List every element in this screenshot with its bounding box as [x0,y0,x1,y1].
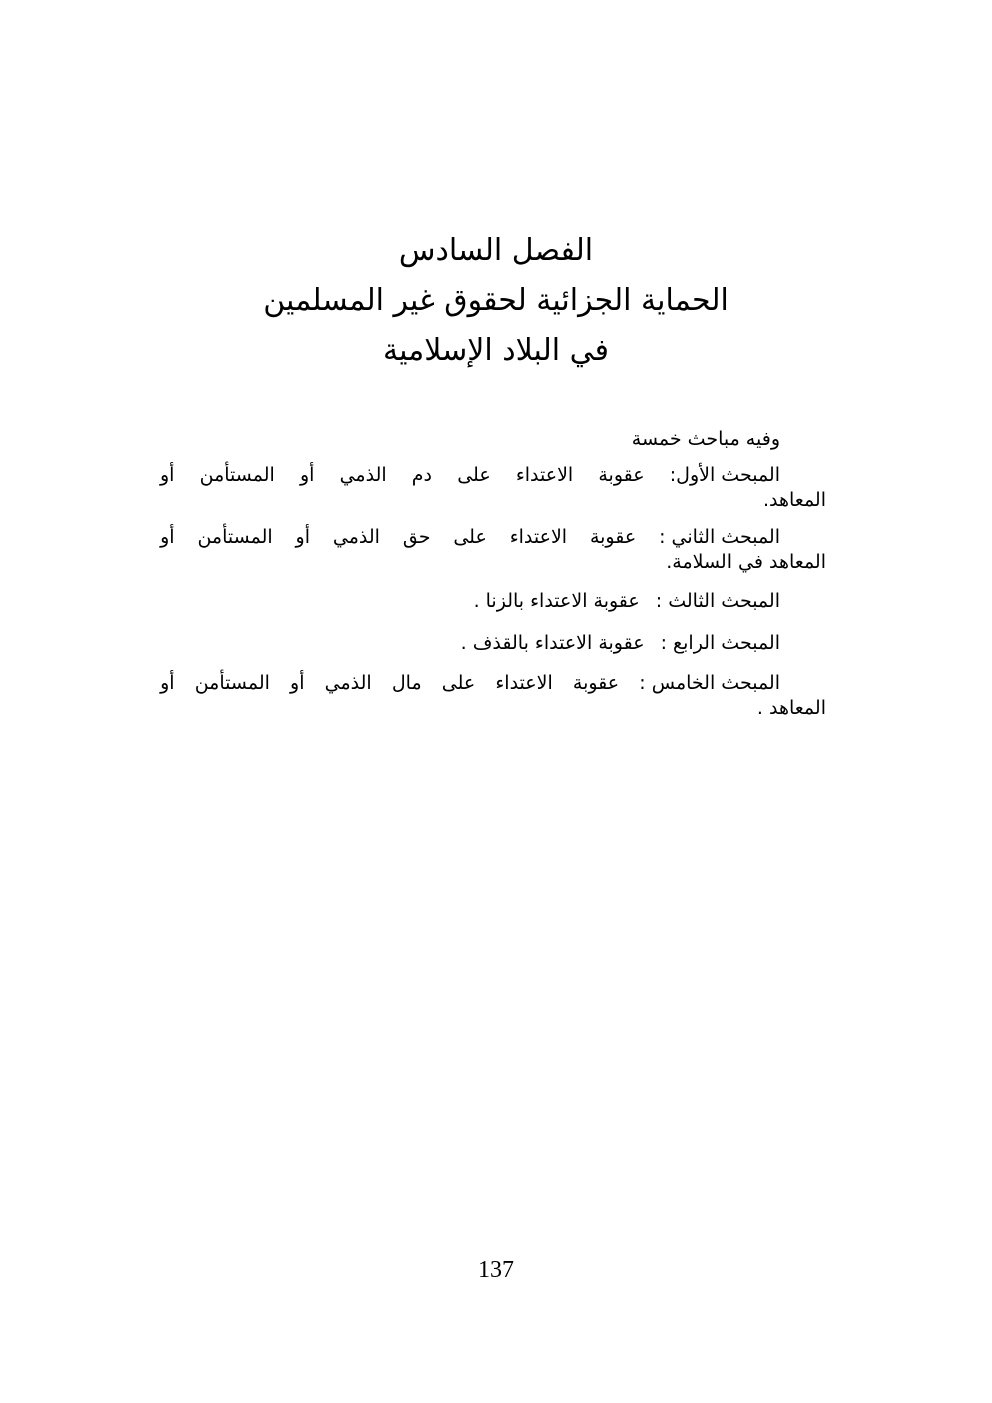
section-continuation: المعاهد . [756,697,826,719]
section-word: الاعتداء [515,464,574,486]
section-word: أو [160,526,175,548]
section-word: أو [160,464,175,486]
section-word: الذمي [324,672,372,694]
section-word: أو [160,672,175,694]
intro-text: وفيه مباحث خمسة [631,428,780,450]
section-word: عقوبة [572,672,620,694]
section-label: المبحث الرابع : [660,632,780,654]
page-number: 137 [478,1257,514,1283]
section-item-1 [160,462,826,512]
section-word: على [441,672,476,694]
chapter-title-line: الحماية الجزائية لحقوق غير المسلمين [263,283,729,318]
chapter-contents [160,424,826,732]
section-text: عقوبة الاعتداء بالزنا . [473,590,640,612]
section-word: حق [402,526,431,548]
section-item-3 [160,586,826,616]
section-word: مال [391,672,422,694]
section-first-line [160,524,826,550]
section-word: المستأمن [199,464,275,486]
chapter-subtitle-line: في البلاد الإسلامية [383,333,609,368]
section-word: عقوبة [589,526,637,548]
section-word: المستأمن [194,672,270,694]
section-item-4 [160,628,826,658]
section-word: الاعتداء [495,672,553,694]
section-continuation: المعاهد. [762,489,826,511]
section-label: المبحث الخامس : [639,672,780,694]
section-first-line [160,670,826,696]
section-word: عقوبة [598,464,645,486]
section-item-5 [160,670,826,720]
section-word: الذمي [332,526,380,548]
section-word: الذمي [339,464,387,486]
chapter-title [0,226,992,376]
section-item-2 [160,524,826,574]
section-text: عقوبة الاعتداء بالقذف . [460,632,645,654]
section-label: المبحث الثالث : [655,590,780,612]
section-word: أو [299,464,315,486]
section-label: المبحث الأول: [669,464,780,486]
section-label: المبحث الثاني : [659,526,780,548]
section-word: على [453,526,487,548]
section-first-line [160,462,826,488]
section-word: دم [411,464,433,486]
section-word: أو [295,526,310,548]
section-word: المستأمن [197,526,273,548]
section-continuation: المعاهد في السلامة. [666,551,826,573]
chapter-number-heading: الفصل السادس [398,233,594,268]
section-word: الاعتداء [509,526,568,548]
section-word: على [457,464,491,486]
section-word: أو [290,672,305,694]
